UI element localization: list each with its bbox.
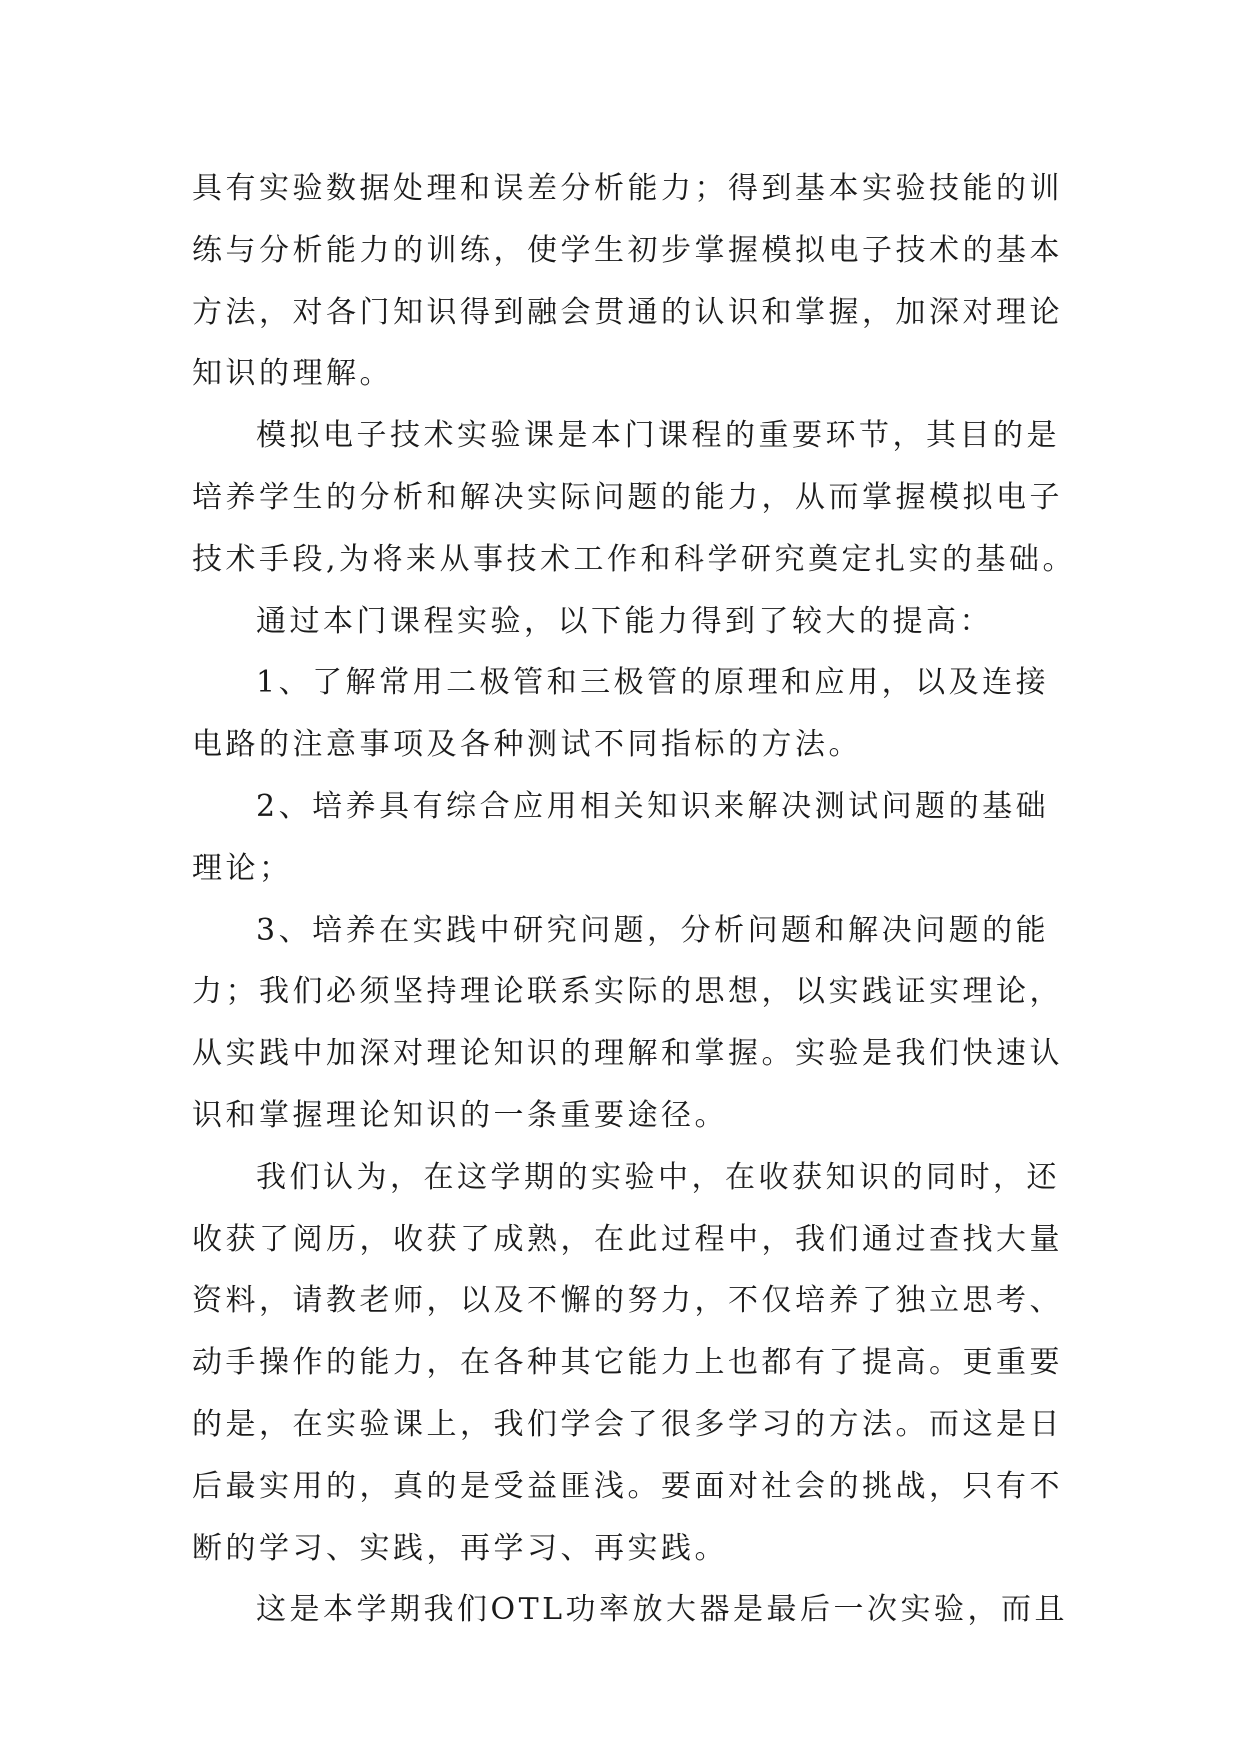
list-item-1-line: 1、了解常用二极管和三极管的原理和应用，以及连接	[256, 665, 1050, 701]
text-line: 断的学习、实践，再学习、再实践。	[192, 1530, 728, 1566]
text-line: 知识的理解。	[192, 356, 393, 392]
text-line: 理论；	[192, 850, 293, 886]
text-line: 收获了阅历，收获了成熟，在此过程中，我们通过查找大量	[192, 1221, 1063, 1257]
paragraph-start-line: 这是本学期我们OTL功率放大器是最后一次实验，而且	[256, 1592, 1069, 1628]
text-line: 从实践中加深对理论知识的理解和掌握。实验是我们快速认	[192, 1036, 1063, 1072]
list-item-2-line: 2、培养具有综合应用相关知识来解决测试问题的基础	[256, 788, 1050, 824]
paragraph-start-line: 通过本门课程实验，以下能力得到了较大的提高：	[256, 603, 993, 639]
text-line: 力；我们必须坚持理论联系实际的思想，以实践证实理论，	[192, 974, 1063, 1010]
text-line: 技术手段,为将来从事技术工作和科学研究奠定扎实的基础。	[192, 541, 1077, 577]
body-text	[192, 158, 1077, 1641]
text-line: 的是，在实验课上，我们学会了很多学习的方法。而这是日	[192, 1406, 1063, 1442]
paragraph-start-line: 我们认为，在这学期的实验中，在收获知识的同时，还	[256, 1159, 1060, 1195]
text-line: 方法，对各门知识得到融会贯通的认识和掌握，加深对理论	[192, 294, 1063, 330]
text-line: 练与分析能力的训练，使学生初步掌握模拟电子技术的基本	[192, 232, 1063, 268]
text-line: 动手操作的能力，在各种其它能力上也都有了提高。更重要	[192, 1345, 1063, 1381]
list-item-3-line: 3、培养在实践中研究问题，分析问题和解决问题的能	[256, 912, 1050, 948]
text-line: 识和掌握理论知识的一条重要途径。	[192, 1097, 728, 1133]
paragraph-start-line: 模拟电子技术实验课是本门课程的重要环节，其目的是	[256, 418, 1060, 454]
text-line: 培养学生的分析和解决实际问题的能力，从而掌握模拟电子	[192, 479, 1063, 515]
text-line: 具有实验数据处理和误差分析能力；得到基本实验技能的训	[192, 171, 1063, 206]
text-line: 电路的注意事项及各种测试不同指标的方法。	[192, 727, 862, 763]
text-line: 资料，请教老师，以及不懈的努力，不仅培养了独立思考、	[192, 1283, 1063, 1319]
text-line: 后最实用的，真的是受益匪浅。要面对社会的挑战，只有不	[192, 1468, 1063, 1504]
